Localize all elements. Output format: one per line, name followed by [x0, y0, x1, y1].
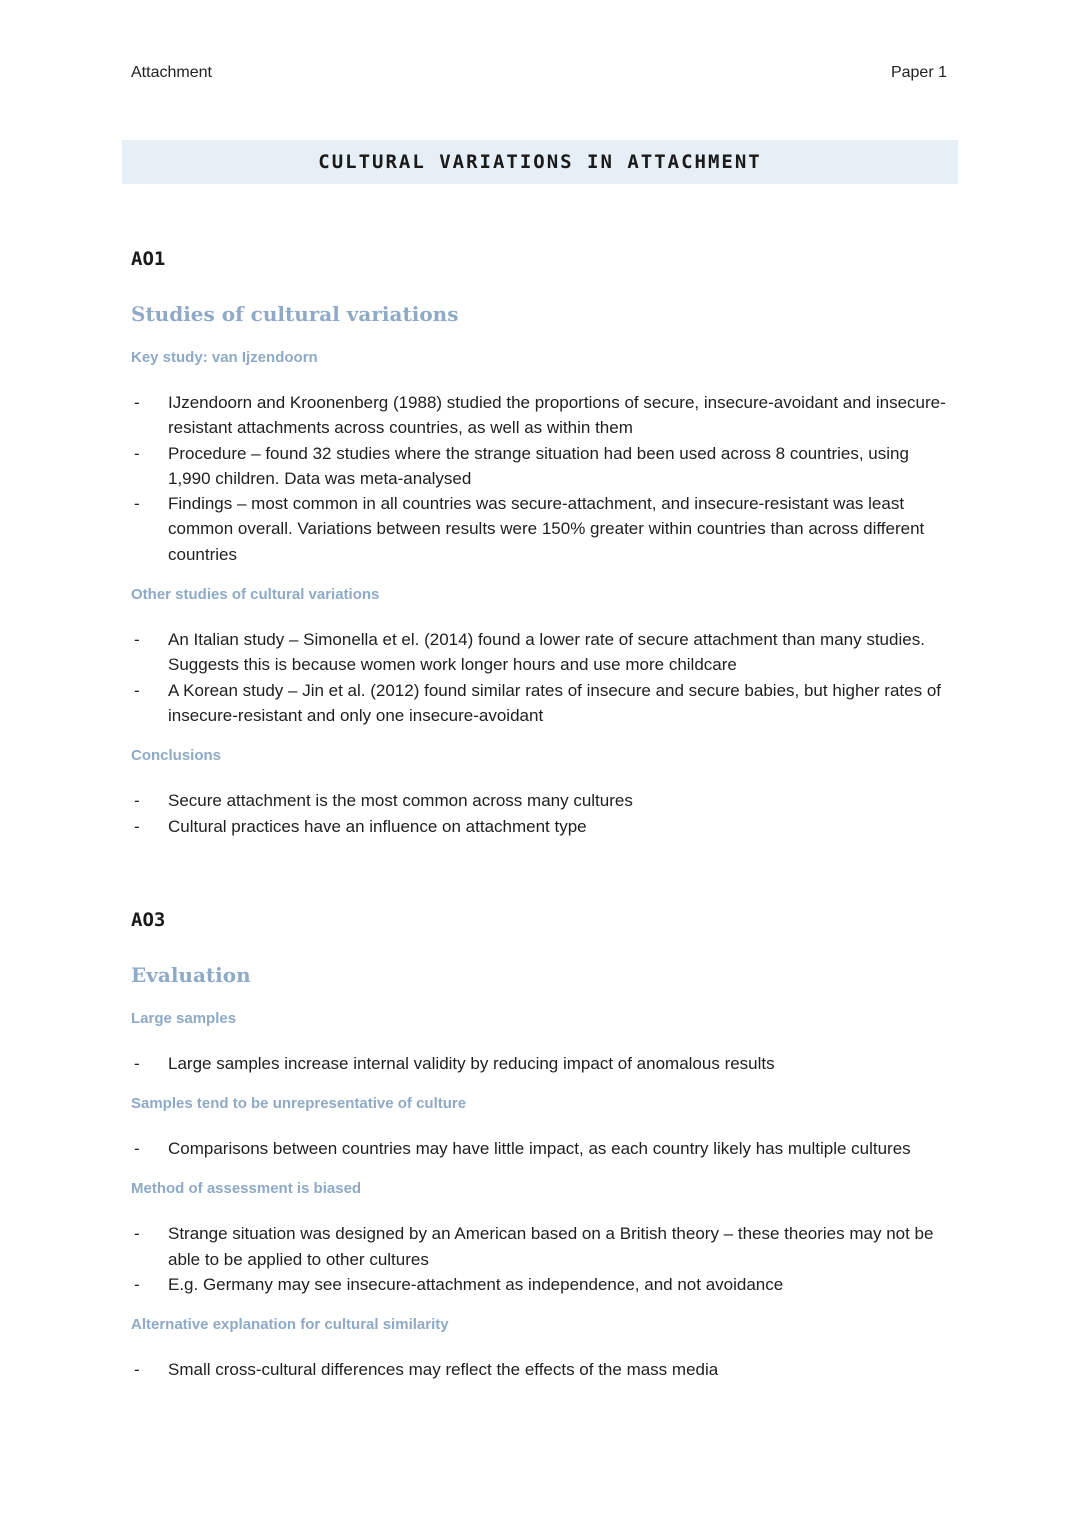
bullet-dash: -: [134, 791, 140, 811]
conclusions-heading: Conclusions: [131, 747, 222, 765]
unrepresentative-heading: Samples tend to be unrepresentative of culture: [131, 1095, 467, 1113]
list-item: [131, 678, 951, 729]
list-item-text: An Italian study – Simonella et el. (2014) found a lower rate of secure attachment than many studies. Suggests this is because women work longer hours and use more childcare: [168, 630, 925, 675]
list-item-text: Cultural practices have an influence on attachment type: [168, 816, 587, 836]
ao1-label: AO1: [131, 248, 166, 270]
unrepresentative-list: [131, 1136, 951, 1161]
list-item: [131, 491, 951, 567]
list-item-text: IJzendoorn and Kroonenberg (1988) studied the proportions of secure, insecure-avoidant and insecure-resistant attachments across countries, as well as within them: [168, 393, 946, 438]
bullet-dash: -: [134, 494, 140, 514]
list-item: [131, 1221, 951, 1272]
bullet-dash: -: [134, 393, 140, 412]
header-subject: Attachment: [131, 64, 212, 81]
list-item-text: Findings – most common in all countries was secure-attachment, and insecure-resistant was least common overall. Variations between results were 150% greater within countries than across different countries: [168, 494, 925, 564]
list-item-text: Procedure – found 32 studies where the strange situation had been used across 8 countries, using 1,990 children. Data was meta-analysed: [168, 443, 909, 488]
list-item-text: Large samples increase internal validity by reducing impact of anomalous results: [168, 1053, 775, 1073]
studies-section-title: Studies of cultural variations: [131, 302, 459, 326]
list-item: [131, 788, 951, 813]
list-item-text: Small cross-cultural differences may reflect the effects of the mass media: [168, 1360, 719, 1380]
list-item: [131, 1136, 951, 1161]
document-body: [131, 246, 951, 1401]
conclusions-list: [131, 788, 951, 839]
alternative-list: [131, 1357, 951, 1382]
header-paper: Paper 1: [890, 64, 947, 81]
list-item-text: Secure attachment is the most common across many cultures: [168, 791, 633, 811]
bullet-dash: -: [134, 1139, 140, 1159]
other-studies-list: [131, 627, 951, 728]
key-study-list: [131, 390, 951, 567]
list-item: [131, 1357, 951, 1382]
alternative-heading: Alternative explanation for cultural similarity: [131, 1316, 449, 1334]
page-title: CULTURAL VARIATIONS IN ATTACHMENT: [318, 151, 762, 173]
list-item: [131, 814, 951, 839]
other-studies-heading: Other studies of cultural variations: [131, 586, 380, 604]
large-samples-heading: Large samples: [131, 1009, 237, 1027]
list-item-text: A Korean study – Jin et al. (2012) found similar rates of insecure and secure babies, but higher rates of insecure-resistant and only one insecure-avoidant: [168, 680, 941, 725]
bullet-dash: -: [134, 1053, 140, 1073]
page-header: [131, 64, 947, 82]
list-item-text: Strange situation was designed by an American based on a British theory – these theories may not be able to be applied to other cultures: [168, 1224, 934, 1269]
large-samples-list: [131, 1051, 951, 1076]
key-study-heading: Key study: van Ijzendoorn: [131, 349, 318, 366]
biased-method-list: [131, 1221, 951, 1297]
list-item: [131, 1051, 951, 1076]
bullet-dash: -: [134, 816, 140, 836]
list-item: [131, 627, 951, 678]
bullet-dash: -: [134, 1360, 140, 1380]
bullet-dash: -: [134, 630, 140, 650]
bullet-dash: -: [134, 1275, 140, 1295]
bullet-dash: -: [134, 680, 140, 700]
biased-method-heading: Method of assessment is biased: [131, 1180, 362, 1198]
list-item: [131, 441, 951, 492]
bullet-dash: -: [134, 443, 140, 463]
list-item: [131, 390, 951, 441]
bullet-dash: -: [134, 1224, 140, 1244]
list-item: [131, 1272, 951, 1297]
section-spacer: [131, 857, 951, 907]
list-item-text: Comparisons between countries may have little impact, as each country likely has multiple cultures: [168, 1139, 911, 1159]
evaluation-section-title: Evaluation: [131, 962, 251, 987]
list-item-text: E.g. Germany may see insecure-attachment as independence, and not avoidance: [168, 1275, 784, 1295]
title-banner: [122, 140, 958, 184]
ao3-label: AO3: [131, 908, 166, 931]
